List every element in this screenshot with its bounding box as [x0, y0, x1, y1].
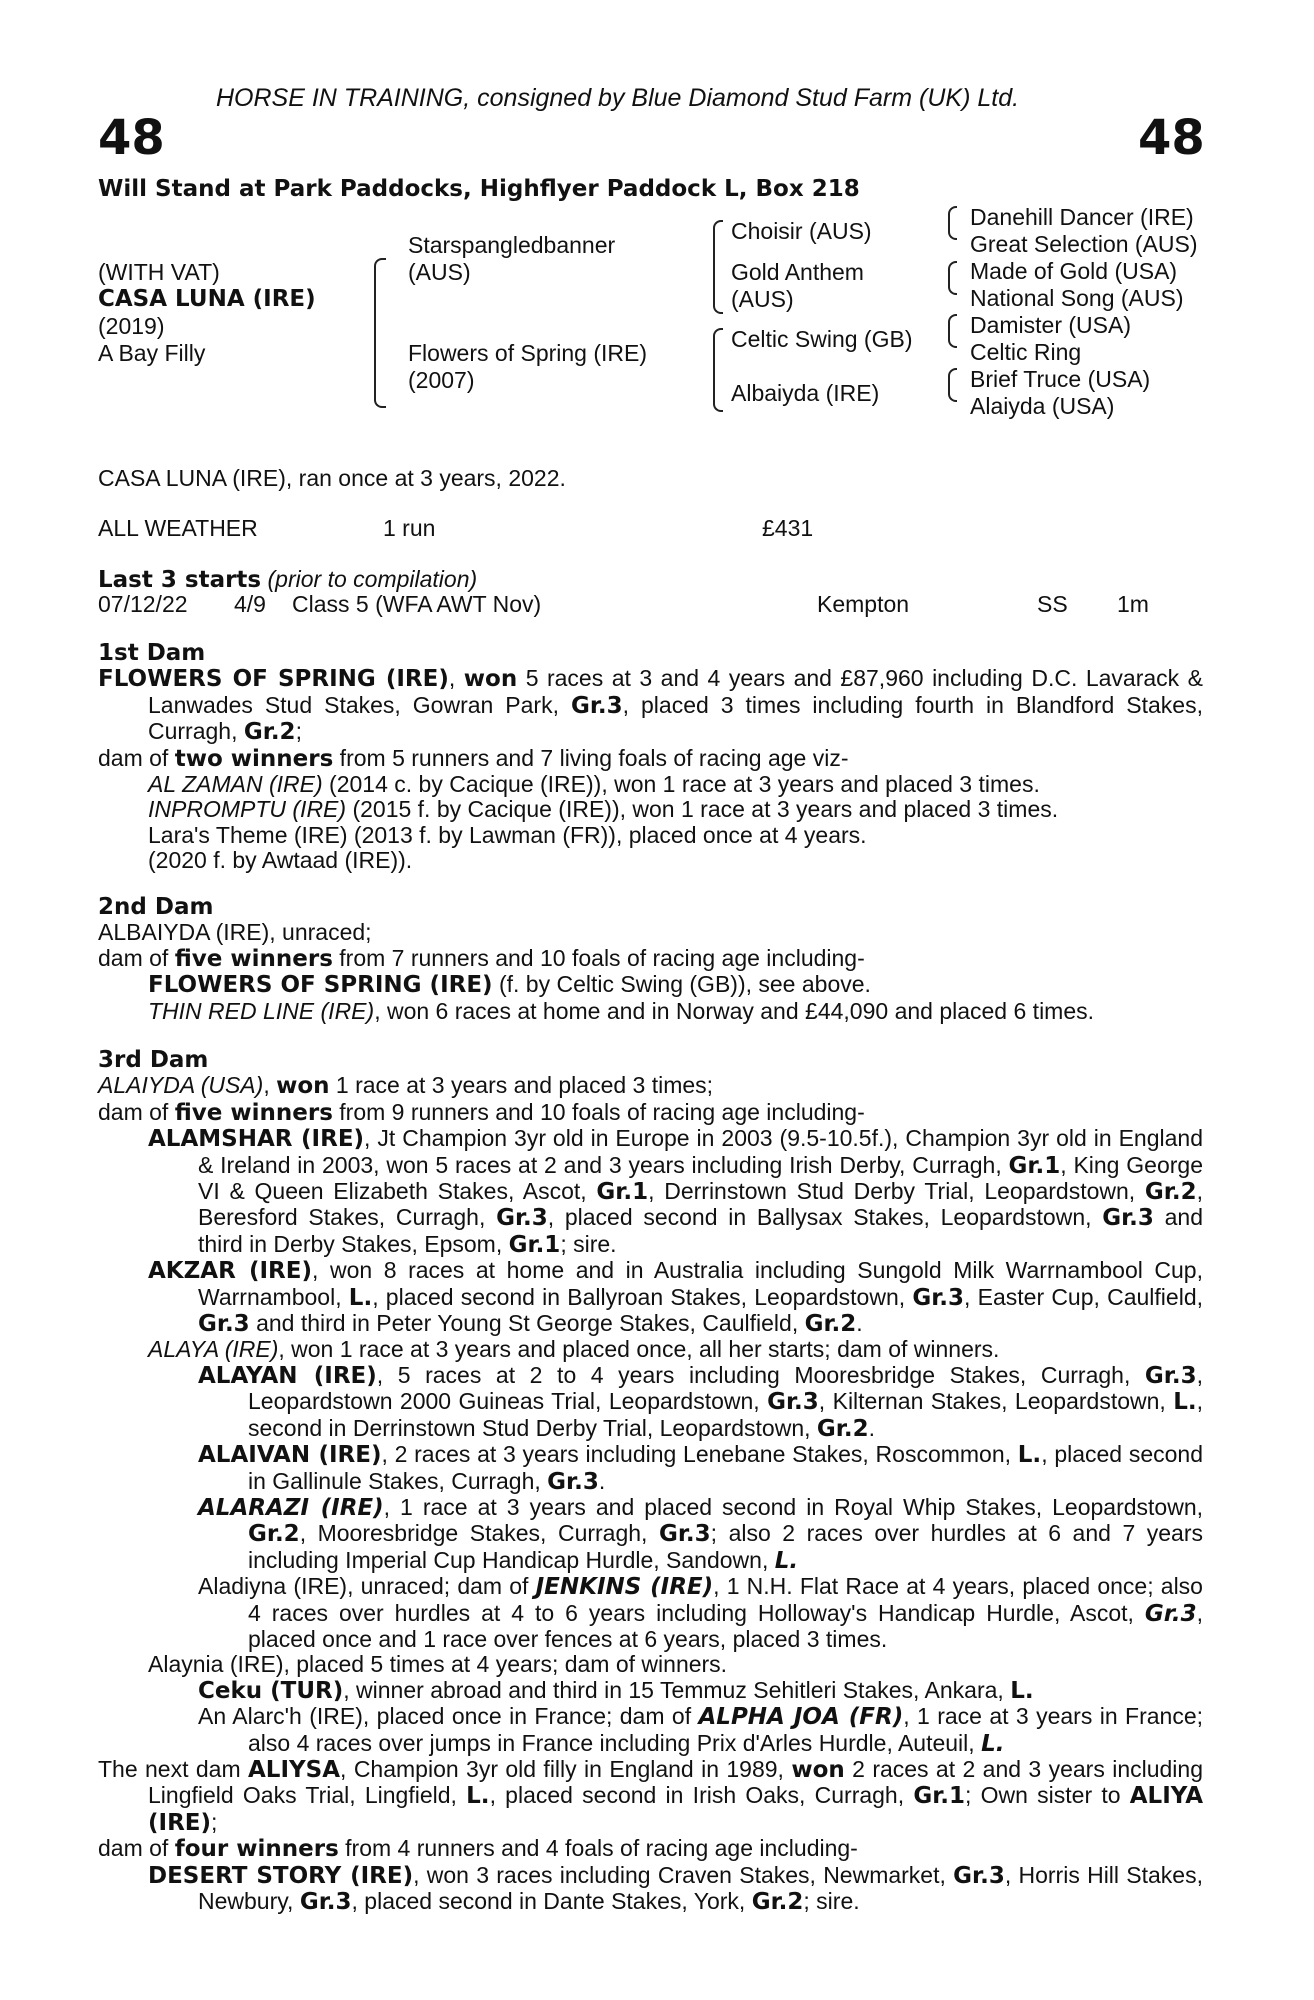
text-run: ALAYAN (IRE): [198, 1362, 377, 1389]
next-dam-progeny-list: [98, 1863, 1203, 1916]
progeny-entry: [98, 1337, 1203, 1362]
progeny-entry: [98, 1863, 1203, 1916]
text-run: 5 races at 3 and 4 years and £87,960 including D.C. Lavarack & Lanwades Stud Stakes, Gowran Park,: [148, 665, 1203, 718]
record-earnings: £431: [762, 515, 814, 541]
progeny-entry: [98, 1495, 1203, 1574]
text-run: from 4 runners and 4 foals of racing age including-: [338, 1835, 858, 1862]
start-row-course: Kempton: [817, 591, 910, 617]
progeny-entry: [98, 1258, 1203, 1337]
progeny-entry: [98, 999, 1203, 1024]
text-run: FLOWERS OF SPRING (IRE): [148, 972, 493, 999]
text-run: Gr.2: [804, 1311, 857, 1338]
text-run: ALARAZI (IRE): [198, 1494, 384, 1521]
text-run: .: [856, 1310, 863, 1337]
text-run: Gr.3: [658, 1521, 711, 1548]
text-run: JENKINS (IRE): [535, 1574, 714, 1601]
first-dam-progeny-list: [98, 772, 1203, 874]
text-run: (f. by Celtic Swing (GB)), see above.: [492, 971, 871, 998]
text-run: 1 race at 3 years and placed 3 times;: [329, 1072, 714, 1099]
text-run: An Alarc'h (IRE), placed once in France; dam of: [198, 1703, 699, 1730]
progeny-entry: [98, 823, 1203, 848]
lot-number-right: 48: [1138, 110, 1205, 166]
text-run: The next dam: [98, 1756, 248, 1782]
pedigree-ddd: Alaiyda (USA): [970, 393, 1115, 419]
text-run: FLOWERS OF SPRING (IRE): [98, 666, 449, 693]
text-run: ALAMSHAR (IRE): [148, 1126, 365, 1153]
text-run: , won 6 races at home and in Norway and £44,090 and placed 6 times.: [374, 997, 1095, 1024]
text-run: won: [276, 1073, 330, 1100]
text-run: ALBAIYDA (IRE), unraced;: [98, 919, 372, 946]
text-run: , placed second in Ballysax Stakes, Leopardstown,: [547, 1204, 1103, 1231]
text-run: , 1 race at 3 years in France; also 4 races over jumps in France including Prix d'Arles Hurdle, Auteuil,: [248, 1703, 1203, 1756]
text-run: won: [463, 666, 518, 693]
first-dam-section: [98, 641, 1203, 874]
pedigree-sire-country: (AUS): [408, 259, 471, 285]
text-run: ; Own sister to: [965, 1782, 1130, 1809]
text-run: Gr.3: [953, 1862, 1005, 1889]
text-run: AL ZAMAN (IRE): [148, 771, 323, 798]
text-run: (2020 f. by Awtaad (IRE)).: [148, 847, 413, 874]
text-run: , 2 races at 3 years including Lenebane Stakes, Roscommon,: [381, 1441, 1018, 1468]
text-run: Gr.3: [198, 1311, 250, 1338]
second-dam-heading: 2nd Dam: [98, 894, 214, 920]
record-runs: 1 run: [383, 515, 436, 541]
text-run: Lara's Theme (IRE) (2013 f. by Lawman (FR)), placed once at 4 years.: [148, 821, 867, 848]
text-run: Gr.1: [508, 1231, 561, 1258]
pedigree-dam: Flowers of Spring (IRE): [408, 340, 648, 366]
progeny-entry: [98, 1126, 1203, 1258]
text-run: two winners: [174, 745, 334, 772]
text-run: won: [791, 1757, 845, 1783]
second-dam-progeny-list: [98, 972, 1203, 1024]
text-run: Gr.3: [767, 1389, 819, 1416]
progeny-entry: [98, 772, 1203, 797]
next-dam-record: [98, 1757, 1203, 1836]
text-run: L.: [348, 1284, 373, 1311]
text-run: Gr.1: [596, 1179, 649, 1206]
consignment-line: HORSE IN TRAINING, consigned by Blue Diamond Stud Farm (UK) Ltd.: [216, 84, 1020, 112]
progeny-entry: [98, 1678, 1203, 1704]
text-run: ; sire.: [803, 1888, 860, 1915]
text-run: five winners: [174, 945, 333, 972]
progeny-entry: [98, 1363, 1203, 1442]
text-run: dam of: [98, 1835, 175, 1862]
text-run: , Beresford Stakes, Curragh,: [198, 1178, 1203, 1231]
start-row-going: SS: [1037, 591, 1068, 617]
text-run: , King George VI & Queen Elizabeth Stakes, Ascot,: [198, 1151, 1204, 1205]
text-run: ;: [211, 1808, 218, 1835]
text-run: .: [868, 1414, 875, 1441]
pedigree-brace-ss: [713, 220, 723, 268]
text-run: Gr.3: [496, 1205, 548, 1232]
text-run: Gr.3: [547, 1468, 599, 1495]
second-dam-section: [98, 895, 1203, 1024]
text-run: four winners: [174, 1836, 339, 1863]
text-run: , 5 races at 2 to 4 years including Mooresbridge Stakes, Curragh,: [376, 1361, 1145, 1388]
start-row-race: Class 5 (WFA AWT Nov): [292, 591, 542, 617]
horse-year: (2019): [98, 313, 165, 339]
text-run: five winners: [174, 1099, 333, 1126]
text-run: L.: [1173, 1389, 1197, 1416]
vat-label: (WITH VAT): [98, 259, 220, 285]
text-run: ALPHA JOA (FR): [698, 1704, 904, 1731]
pedigree-brace-ds: [713, 328, 723, 376]
text-run: from 7 runners and 10 foals of racing age including-: [332, 944, 865, 971]
text-run: ALIYA (IRE): [148, 1783, 1204, 1836]
text-run: , placed second in Dante Stakes, York,: [351, 1888, 752, 1915]
text-run: and third in Derby Stakes, Epsom,: [198, 1204, 1204, 1257]
text-run: ;: [295, 718, 302, 745]
pedigree-sss: Danehill Dancer (IRE): [970, 204, 1194, 230]
text-run: L.: [774, 1547, 799, 1574]
text-run: , placed second in Gallinule Stakes, Curragh,: [248, 1441, 1203, 1494]
pedigree-dam-sire: Celtic Swing (GB): [731, 326, 913, 352]
pedigree-brace-dam: [374, 332, 386, 408]
progeny-entry: [98, 1652, 1203, 1677]
text-run: Gr.3: [570, 692, 623, 719]
first-dam-record: [98, 666, 1203, 745]
pedigree-brace-ssd: [948, 222, 957, 240]
first-dam-heading: 1st Dam: [98, 640, 206, 666]
text-run: , Champion 3yr old filly in England in 1989,: [340, 1756, 792, 1782]
last-starts-note: (prior to compilation): [267, 566, 478, 592]
text-run: , Derrinstown Stud Derby Trial, Leopardstown,: [648, 1178, 1145, 1205]
record-surface: ALL WEATHER: [98, 515, 258, 541]
text-run: ; also 2 races over hurdles at 6 and 7 years including Imperial Cup Handicap Hurdle, Sandown,: [248, 1520, 1203, 1573]
text-run: DESERT STORY (IRE): [148, 1862, 414, 1889]
second-dam-produce-summary: [98, 946, 1203, 972]
location-line: Will Stand at Park Paddocks, Highflyer Paddock L, Box 218: [98, 176, 860, 202]
text-run: and third in Peter Young St George Stakes, Caulfield,: [249, 1310, 805, 1337]
progeny-entry: [98, 1704, 1203, 1757]
text-run: dam of: [98, 944, 175, 971]
text-run: ALAIYDA (USA): [98, 1072, 264, 1099]
third-dam-produce-summary: [98, 1100, 1203, 1126]
text-run: THIN RED LINE (IRE): [148, 997, 375, 1024]
lot-number-left: 48: [98, 110, 165, 166]
text-run: Gr.1: [913, 1783, 966, 1810]
progeny-entry: [98, 848, 1203, 873]
text-run: Gr.2: [243, 719, 296, 746]
text-run: Gr.3: [912, 1284, 965, 1311]
text-run: Gr.3: [299, 1889, 352, 1916]
third-dam-record: [98, 1073, 1203, 1099]
text-run: , won 8 races at home and in Australia including Sungold Milk Warrnambool Cup, Warrnambool,: [198, 1257, 1203, 1310]
text-run: INPROMPTU (IRE): [148, 796, 347, 823]
pedigree-sire: Starspangledbanner: [408, 232, 616, 258]
text-run: Gr.2: [816, 1415, 869, 1442]
next-dam-produce-summary: [98, 1836, 1203, 1862]
text-run: , 1 race at 3 years and placed second in Royal Whip Stakes, Leopardstown,: [383, 1493, 1203, 1520]
pedigree-dam-dam: Albaiyda (IRE): [731, 380, 880, 406]
first-dam-produce-summary: [98, 746, 1203, 772]
text-run: Gr.2: [248, 1521, 300, 1548]
text-run: Gr.2: [1144, 1179, 1197, 1206]
text-run: , won 3 races including Craven Stakes, Newmarket,: [413, 1861, 954, 1888]
pedigree-brace-sdd: [948, 277, 957, 295]
text-run: , Kilternan Stakes, Leopardstown,: [818, 1388, 1174, 1415]
pedigree-ssd: Great Selection (AUS): [970, 231, 1198, 257]
text-run: dam of: [98, 744, 175, 771]
progeny-entry: [98, 1574, 1203, 1652]
text-run: dam of: [98, 1098, 175, 1125]
text-run: AKZAR (IRE): [148, 1258, 312, 1285]
text-run: ALAIVAN (IRE): [198, 1442, 382, 1469]
pedigree-sdd: National Song (AUS): [970, 285, 1184, 311]
text-run: Aladiyna (IRE), unraced; dam of: [198, 1573, 536, 1600]
text-run: L.: [466, 1783, 490, 1810]
text-run: , placed once and 1 race over fences at 6 years, placed 3 times.: [248, 1599, 1203, 1652]
next-dam-section: [98, 1757, 1203, 1915]
text-run: , placed second in Ballyroan Stakes, Leopardstown,: [372, 1283, 913, 1310]
progeny-entry: [98, 972, 1203, 998]
text-run: , second in Derrinstown Stud Derby Trial, Leopardstown,: [248, 1388, 1203, 1441]
text-run: (2015 f. by Cacique (IRE)), won 1 race at 3 years and placed 3 times.: [346, 796, 1059, 823]
text-run: ,: [448, 665, 464, 692]
text-run: , Leopardstown 2000 Guineas Trial, Leopardstown,: [248, 1361, 1203, 1415]
start-row-date: 07/12/22: [98, 591, 188, 617]
horse-description: A Bay Filly: [98, 340, 206, 366]
text-run: , Mooresbridge Stakes, Curragh,: [299, 1520, 659, 1547]
text-run: , Horris Hill Stakes, Newbury,: [198, 1861, 1203, 1915]
text-run: 2 races at 2 and 3 years including Lingfield Oaks Trial, Lingfield,: [148, 1756, 1204, 1809]
pedigree-brace-ddd: [948, 384, 957, 402]
text-run: (2014 c. by Cacique (IRE)), won 1 race at 3 years and placed 3 times.: [322, 771, 1040, 798]
text-run: L.: [981, 1730, 1005, 1757]
text-run: , Jt Champion 3yr old in Europe in 2003 (9.5-10.5f.), Champion 3yr old in England & Ireland in 2003, won 5 races at 2 and 3 years including Irish Derby, Curragh,: [198, 1125, 1203, 1178]
pedigree-dds: Brief Truce (USA): [970, 366, 1151, 392]
text-run: Ceku (TUR): [198, 1677, 344, 1704]
pedigree-dam-year: (2007): [408, 367, 475, 393]
text-run: ; sire.: [560, 1230, 617, 1257]
third-dam-heading: 3rd Dam: [98, 1047, 209, 1073]
race-summary: CASA LUNA (IRE), ran once at 3 years, 2022.: [98, 465, 566, 491]
last-starts-heading: [98, 566, 477, 593]
text-run: Gr.2: [751, 1889, 804, 1916]
text-run: ,: [263, 1072, 277, 1099]
text-run: from 9 runners and 10 foals of racing age including-: [332, 1098, 865, 1125]
horse-name: CASA LUNA (IRE): [98, 286, 316, 312]
text-run: from 5 runners and 7 living foals of racing age viz-: [333, 744, 849, 771]
start-row-position: 4/9: [234, 591, 266, 617]
pedigree-brace-sd: [713, 266, 723, 314]
text-run: , 1 N.H. Flat Race at 4 years, placed once; also 4 races over hurdles at 4 to 6 years including Holloway's Handicap Hurdle, Ascot,: [248, 1573, 1203, 1626]
text-run: .: [598, 1467, 606, 1494]
second-dam-record: [98, 920, 1203, 945]
progeny-entry: [98, 1442, 1203, 1495]
text-run: ALAYA (IRE): [148, 1336, 279, 1363]
text-run: , placed 3 times including fourth in Blandford Stakes, Curragh,: [148, 691, 1203, 745]
text-run: L.: [1017, 1442, 1042, 1469]
text-run: Alaynia (IRE), placed 5 times at 4 years; dam of winners.: [148, 1651, 728, 1678]
text-run: , placed second in Irish Oaks, Curragh,: [489, 1782, 914, 1809]
pedigree-dss: Damister (USA): [970, 312, 1132, 338]
third-dam-section: [98, 1048, 1203, 1757]
text-run: , winner abroad and third in 15 Temmuz Sehitleri Stakes, Ankara,: [343, 1676, 1011, 1703]
third-dam-progeny-list: [98, 1126, 1203, 1757]
text-run: , Easter Cup, Caulfield,: [964, 1283, 1203, 1310]
pedigree-brace-dsd: [948, 330, 957, 348]
pedigree-sire-dam-country: (AUS): [731, 286, 794, 312]
pedigree-brace-dd: [713, 374, 723, 412]
pedigree-brace-sire: [374, 258, 386, 334]
text-run: , won 1 race at 3 years and placed once, all her starts; dam of winners.: [278, 1336, 1000, 1363]
last-starts-title: Last 3 starts: [98, 567, 262, 593]
text-run: L.: [1010, 1677, 1034, 1704]
text-run: Gr.3: [1144, 1600, 1197, 1627]
text-run: Gr.3: [1102, 1205, 1154, 1232]
start-row-distance: 1m: [1117, 591, 1149, 617]
progeny-entry: [98, 797, 1203, 822]
pedigree-sire-dam: Gold Anthem: [731, 259, 864, 285]
text-run: Gr.1: [1008, 1152, 1061, 1179]
text-run: ALIYSA: [248, 1757, 341, 1783]
text-run: Gr.3: [1144, 1362, 1197, 1389]
pedigree-sire-sire: Choisir (AUS): [731, 218, 872, 244]
pedigree-sds: Made of Gold (USA): [970, 258, 1178, 284]
pedigree-dsd: Celtic Ring: [970, 339, 1082, 365]
